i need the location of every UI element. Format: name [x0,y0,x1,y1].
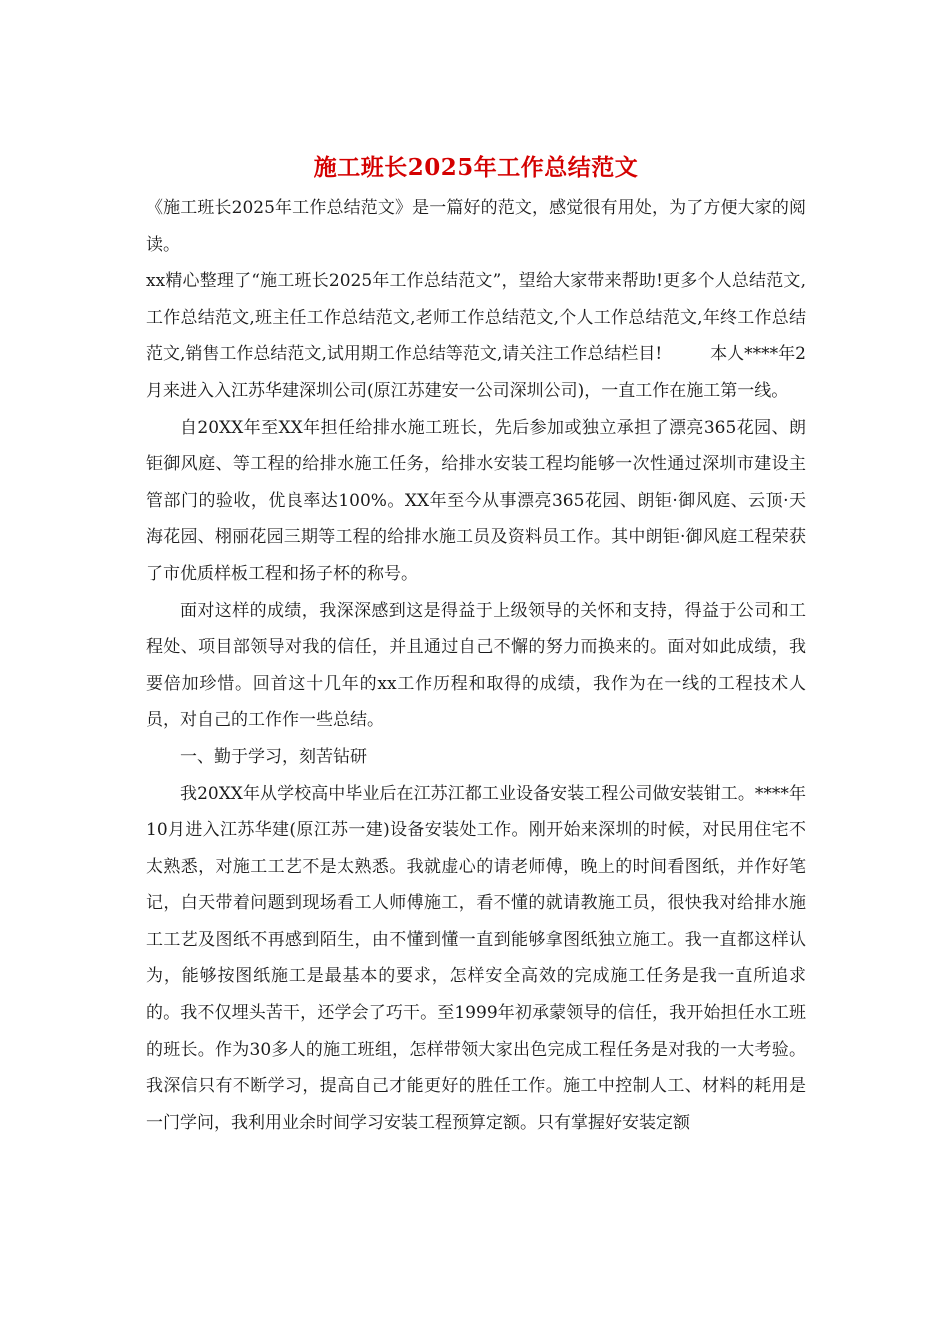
editor-note-text: xx精心整理了“施工班长2025年工作总结范文”，望给大家带来帮助!更多个人总结范文,工作总结范文,班主任工作总结范文,老师工作总结范文,个人工作总结范文,年终工作总结范文,销售工作总结范文,试用期工作总结等范文,请关注工作总结栏目! [146,271,806,365]
document-page [146,150,806,1141]
document-title: 施工班长2025年工作总结范文 [313,154,639,181]
editor-note-tail-text: 本人****年2月来进入入江苏华建深圳公司(原江苏建安一公司深圳公司)，一直工作在施工第一线。 [146,344,806,401]
body-paragraph: 我20XX年从学校高中毕业后在江苏江都工业设备安装工程公司做安装钳工。****年10月进入江苏华建(原江苏一建)设备安装处工作。刚开始来深圳的时候，对民用住宅不太熟悉，对施工工艺不是太熟悉。我就虚心的请老师傅，晚上的时间看图纸，并作好笔记，白天带着问题到现场看工人师傅施工，看不懂的就请教施工员，很快我对给排水施工工艺及图纸不再感到陌生，由不懂到懂一直到能够拿图纸独立施工。我一直都这样认为，能够按图纸施工是最基本的要求，怎样安全高效的完成施工任务是我一直所追求的。我不仅埋头苦干，还学会了巧干。至1999年初承蒙领导的信任，我开始担任水工班的班长。作为30多人的施工班组，怎样带领大家出色完成工程任务是对我的一大考验。我深信只有不断学习，提高自己才能更好的胜任工作。施工中控制人工、材料的耗用是一门学问，我利用业余时间学习安装工程预算定额。只有掌握好安装定额 [146,783,806,1133]
intro-paragraph: 《施工班长2025年工作总结范文》是一篇好的范文，感觉很有用处，为了方便大家的阅读。 [146,198,806,255]
body-paragraph: 面对这样的成绩，我深深感到这是得益于上级领导的关怀和支持，得益于公司和工程处、项目部领导对我的信任，并且通过自己不懈的努力而换来的。面对如此成绩，我要倍加珍惜。回首这十几年的xx工作历程和取得的成绩，我作为在一线的工程技术人员，对自己的工作作一些总结。 [146,600,806,731]
editor-note-paragraph [146,263,806,409]
section-heading: 一、勤于学习，刻苦钻研 [180,746,367,767]
body-paragraph: 自20XX年至XX年担任给排水施工班长，先后参加或独立承担了漂亮365花园、朗钜御风庭、等工程的给排水施工任务，给排水安装工程均能够一次性通过深圳市建设主管部门的验收，优良率达100%。XX年至今从事漂亮365花园、朗钜·御风庭、云顶·天海花园、栩丽花园三期等工程的给排水施工员及资料员工作。其中朗钜·御风庭工程荣获了市优质样板工程和扬子杯的称号。 [146,417,806,584]
